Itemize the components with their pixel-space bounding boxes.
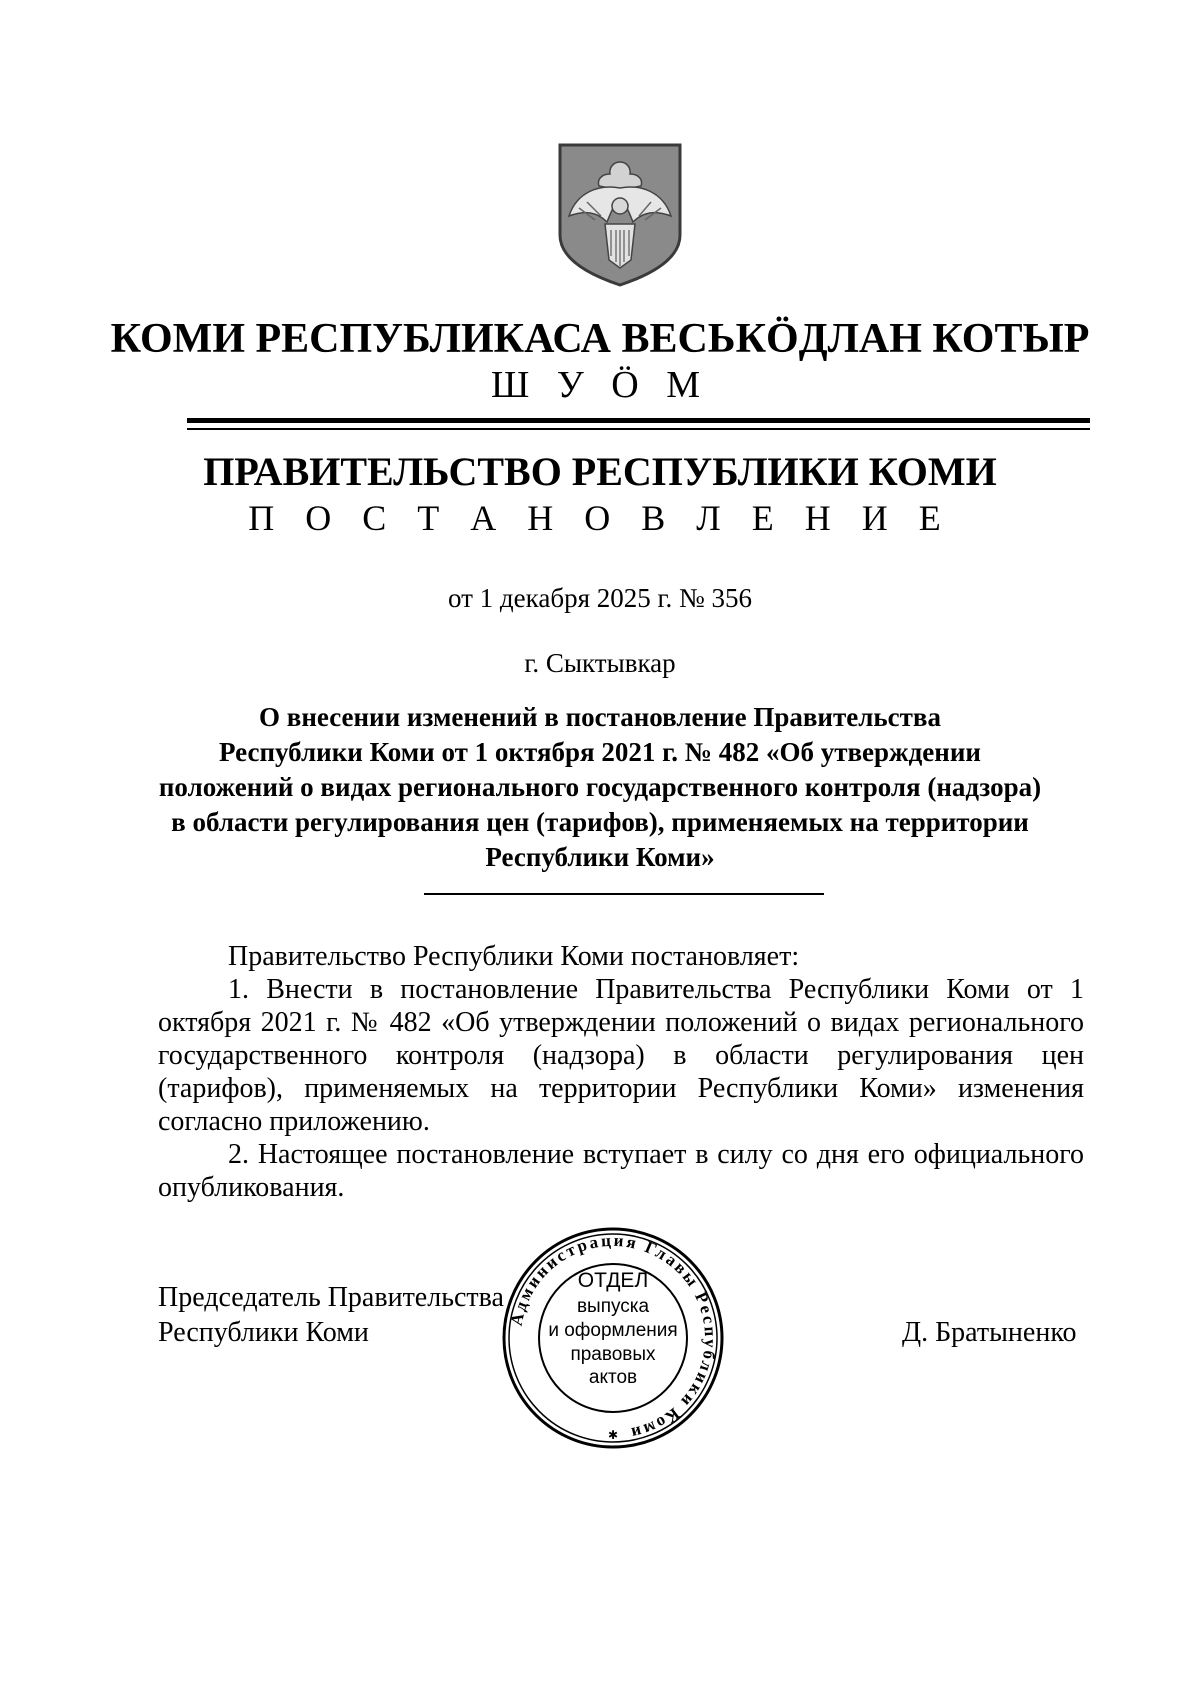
resolution-item-2: 2. Настоящее постановление вступает в силу со дня его официального опубликования. <box>158 1139 1084 1203</box>
republic-title-komi: КОМИ РЕСПУБЛИКАСА ВЕСЬКӦДЛАН КОТЫР <box>110 316 1090 362</box>
stamp-center-line: выпуска <box>576 1296 650 1317</box>
signatory-name: Д. Братыненко <box>902 1317 1077 1348</box>
subject-line: Республики Коми от 1 октября 2021 г. № 482 «Об утверждении <box>219 737 981 767</box>
document-place: г. Сыктывкар <box>524 648 676 678</box>
stamp-star-icon: ✱ <box>607 1428 619 1442</box>
signatory-position <box>158 1280 504 1350</box>
stamp-ring-text: Администрация Главы Республики Коми <box>506 1230 721 1444</box>
subject-line: в области регулирования цен (тарифов), применяемых на территории <box>171 807 1029 837</box>
signatory-position-line: Республики Коми <box>158 1317 369 1348</box>
document-type: П О С Т А Н О В Л Е Н И Е <box>248 498 952 538</box>
stamp-center-line: актов <box>588 1367 638 1388</box>
official-stamp <box>500 1225 726 1451</box>
stamp-center-line: ОТДЕЛ <box>577 1269 649 1292</box>
subject-line: положений о видах регионального государственного контроля (надзора) <box>158 772 1042 802</box>
resolution-item-1: 1. Внести в постановление Правительства Республики Коми от 1 октября 2021 г. № 482 «Об утверждении положений о видах регионального государственного контроля (надзора) в области регулирования цен (тарифов), применяемых на территории Республики Коми» изменения согласно приложению. <box>158 974 1084 1137</box>
signatory-position-line: Председатель Правительства <box>158 1282 504 1313</box>
document-type-komi: Ш У Ӧ М <box>491 364 709 406</box>
preamble: Правительство Республики Коми постановляет: <box>228 941 800 972</box>
document-date-number: от 1 декабря 2025 г. № 356 <box>447 583 753 613</box>
document-subject <box>0 700 1200 875</box>
stamp-center-line: и оформления <box>548 1320 678 1341</box>
header-divider-thick <box>187 418 1090 423</box>
coat-of-arms-icon <box>555 140 685 290</box>
stamp-center-line: правовых <box>570 1344 656 1365</box>
subject-line: О внесении изменений в постановление Правительства <box>259 702 941 732</box>
subject-line: Республики Коми» <box>485 842 715 872</box>
government-title: ПРАВИТЕЛЬСТВО РЕСПУБЛИКИ КОМИ <box>203 449 997 494</box>
header-divider-thin <box>187 428 1090 430</box>
subject-underline <box>424 893 824 895</box>
